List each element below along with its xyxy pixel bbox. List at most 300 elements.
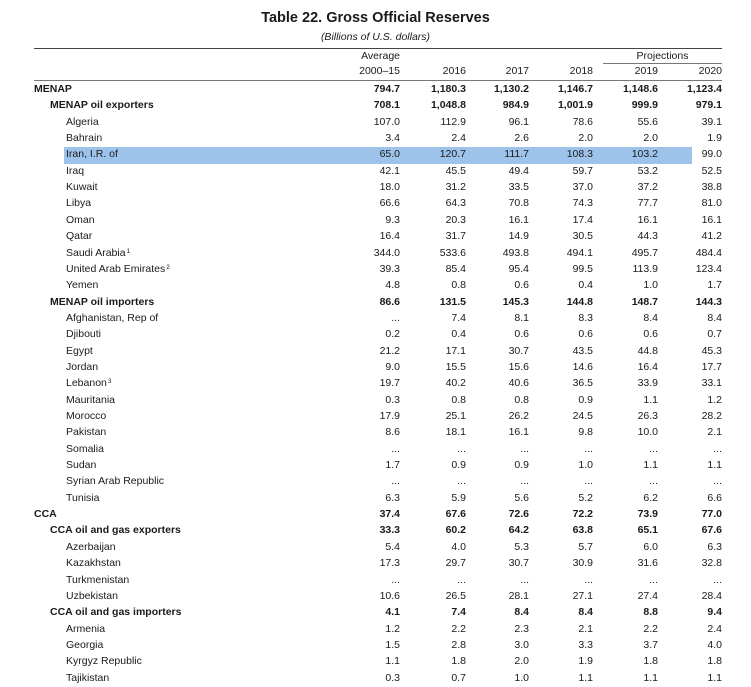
- table-row: [34, 523, 722, 539]
- cell-value: 1,180.3: [430, 83, 466, 95]
- cell-value: 67.6: [445, 508, 466, 521]
- row-label: Algeria: [66, 115, 99, 128]
- table-row: [34, 474, 722, 490]
- cell-value: 27.1: [572, 589, 593, 602]
- table-row: [34, 671, 722, 687]
- table-row: [34, 458, 722, 474]
- table-row: [34, 115, 722, 131]
- row-label: Saudi Arabia$^1$: [66, 246, 131, 259]
- cell-value: 5.4: [385, 540, 400, 553]
- cell-value: 70.8: [508, 197, 529, 210]
- cell-value: 8.4: [707, 311, 722, 324]
- row-label: Turkmenistan: [66, 573, 130, 586]
- table-row: [34, 246, 722, 262]
- row-label: Georgia: [66, 638, 104, 651]
- row-label: Syrian Arab Republic: [66, 475, 165, 488]
- row-label: Pakistan: [66, 426, 107, 439]
- row-label: Jordan: [66, 360, 99, 373]
- cell-value: ...: [391, 475, 400, 488]
- row-label: Afghanistan, Rep of: [66, 311, 159, 324]
- cell-value: 64.2: [508, 524, 529, 537]
- cell-value: 144.8: [566, 295, 593, 308]
- cell-value: 44.3: [637, 230, 658, 243]
- cell-value: 494.1: [566, 246, 593, 259]
- cell-value: 5.9: [451, 491, 466, 504]
- cell-value: 33.1: [701, 377, 722, 390]
- cell-value: 9.4: [707, 606, 722, 619]
- cell-value: 10.6: [379, 589, 400, 602]
- cell-value: 72.2: [572, 508, 593, 521]
- row-label: Uzbekistan: [66, 589, 118, 602]
- row-label: Sudan: [66, 459, 97, 472]
- cell-value: 77.0: [701, 508, 722, 521]
- cell-value: 0.8: [451, 279, 466, 292]
- cell-value: 53.2: [637, 164, 658, 177]
- cell-value: ...: [457, 573, 466, 586]
- cell-value: 16.1: [701, 213, 722, 226]
- cell-value: ...: [584, 475, 593, 488]
- cell-value: 1.9: [578, 655, 593, 668]
- cell-value: 40.6: [508, 377, 529, 390]
- cell-value: 64.3: [445, 197, 466, 210]
- row-label: Kyrgyz Republic: [66, 655, 142, 668]
- row-label: MENAP: [34, 83, 72, 95]
- cell-value: 85.4: [445, 262, 466, 275]
- cell-value: 1,148.6: [622, 83, 658, 95]
- table-row: [34, 507, 722, 523]
- cell-value: 1.2: [707, 393, 722, 406]
- cell-value: 1,048.8: [430, 99, 466, 112]
- cell-value: 38.8: [701, 181, 722, 194]
- cell-value: 18.0: [379, 181, 400, 194]
- table-row: [34, 262, 722, 278]
- table-row: [34, 589, 722, 605]
- cell-value: ...: [713, 442, 722, 455]
- header-top-rule: [34, 48, 722, 49]
- cell-value: 145.3: [502, 295, 529, 308]
- table-row: [34, 278, 722, 294]
- cell-value: 26.2: [508, 410, 529, 422]
- cell-value: 984.9: [502, 99, 529, 112]
- table-row: [34, 491, 722, 507]
- cell-value: 33.3: [379, 524, 400, 537]
- cell-value: 8.1: [514, 311, 529, 324]
- cell-value: 15.6: [508, 360, 529, 373]
- cell-value: 1.1: [643, 671, 658, 684]
- cell-value: 39.3: [379, 262, 400, 275]
- cell-value: 708.1: [373, 99, 400, 112]
- cell-value: 30.5: [572, 230, 593, 243]
- cell-value: 2.1: [578, 622, 593, 635]
- cell-value: 495.7: [631, 246, 658, 259]
- cell-value: 2.1: [707, 426, 722, 439]
- cell-value: 9.0: [385, 360, 400, 373]
- cell-value: 3.7: [643, 638, 658, 651]
- table-row: [34, 180, 722, 196]
- row-label: Kazakhstan: [66, 557, 121, 570]
- cell-value: 5.2: [578, 491, 593, 504]
- cell-value: 63.8: [572, 524, 593, 537]
- row-label: Tajikistan: [66, 671, 110, 684]
- cell-value: 21.2: [379, 344, 400, 357]
- cell-value: 1,146.7: [557, 83, 593, 95]
- cell-value: 60.2: [445, 524, 466, 537]
- cell-value: 107.0: [373, 115, 400, 128]
- cell-value: 36.5: [572, 377, 593, 390]
- cell-value: ...: [584, 573, 593, 586]
- table-row: [34, 229, 722, 245]
- column-header: 2017: [505, 65, 529, 77]
- cell-value: 123.4: [695, 262, 722, 275]
- cell-value: 18.1: [445, 426, 466, 439]
- cell-value: 0.4: [578, 279, 593, 292]
- table-row: [34, 605, 722, 621]
- cell-value: ...: [649, 475, 658, 488]
- cell-value: 1.9: [707, 132, 722, 145]
- cell-value: 37.2: [637, 181, 658, 194]
- cell-value: 112.9: [440, 115, 466, 128]
- cell-value: 2.6: [514, 132, 529, 145]
- table-row: [34, 196, 722, 212]
- cell-value: 19.7: [379, 377, 400, 390]
- table-row: [34, 311, 722, 327]
- row-label: CCA: [34, 508, 57, 521]
- cell-value: 16.4: [379, 230, 400, 243]
- row-label: CCA oil and gas exporters: [50, 524, 181, 537]
- table-row: [34, 425, 722, 441]
- cell-value: 31.6: [637, 557, 658, 570]
- cell-value: 1.8: [643, 655, 658, 668]
- row-label: Iran, I.R. of: [66, 148, 118, 161]
- cell-value: 113.9: [632, 262, 658, 275]
- cell-value: 1.5: [385, 638, 400, 651]
- cell-value: 39.1: [701, 115, 722, 128]
- cell-value: 1.1: [578, 671, 593, 684]
- cell-value: 9.8: [578, 426, 593, 439]
- row-label: Azerbaijan: [66, 540, 116, 553]
- cell-value: 42.1: [379, 164, 400, 177]
- table-row: [34, 344, 722, 360]
- cell-value: 99.0: [701, 148, 722, 161]
- cell-value: 7.4: [451, 606, 466, 619]
- row-label: United Arab Emirates$^2$: [66, 262, 170, 275]
- cell-value: 4.0: [707, 638, 722, 651]
- cell-value: 37.0: [572, 181, 593, 194]
- cell-value: 10.0: [637, 426, 658, 439]
- cell-value: 1.1: [643, 393, 658, 406]
- cell-value: 49.4: [508, 164, 529, 177]
- cell-value: 99.5: [572, 262, 593, 275]
- cell-value: 4.0: [451, 540, 466, 553]
- cell-value: 95.4: [508, 262, 529, 275]
- cell-value: 31.7: [445, 230, 466, 243]
- table-title: Table 22. Gross Official Reserves: [261, 10, 490, 26]
- cell-value: 1.0: [514, 671, 529, 684]
- table-row: [34, 98, 722, 114]
- cell-value: ...: [713, 573, 722, 586]
- cell-value: 25.1: [445, 410, 466, 422]
- row-label: CCA oil and gas importers: [50, 606, 182, 619]
- cell-value: 6.6: [707, 491, 722, 504]
- cell-value: 103.2: [631, 148, 658, 161]
- row-label: MENAP oil importers: [50, 295, 155, 308]
- footnote-marker: 3: [107, 378, 112, 386]
- cell-value: 0.6: [578, 328, 593, 341]
- cell-value: 1,123.4: [686, 83, 722, 95]
- cell-value: 8.4: [578, 606, 593, 619]
- table-row: [34, 327, 722, 343]
- cell-value: 1.7: [707, 279, 722, 292]
- table-row: [34, 376, 722, 392]
- cell-value: 16.4: [637, 360, 658, 373]
- cell-value: 1.7: [385, 459, 400, 472]
- cell-value: 8.6: [385, 426, 400, 439]
- cell-value: 1.1: [643, 459, 658, 472]
- row-label: Somalia: [66, 442, 104, 455]
- row-label: Yemen: [66, 279, 99, 292]
- projections-label: Projections: [636, 50, 689, 62]
- table-row: [34, 213, 722, 229]
- cell-value: 15.5: [445, 360, 466, 373]
- cell-value: 32.8: [701, 557, 722, 570]
- cell-value: 5.7: [578, 540, 593, 553]
- cell-value: 1,130.2: [493, 83, 529, 95]
- cell-value: ...: [713, 475, 722, 488]
- table-row: [34, 82, 722, 98]
- table-row: [34, 409, 722, 425]
- cell-value: 96.1: [508, 115, 529, 128]
- cell-value: 28.1: [508, 589, 529, 602]
- cell-value: ...: [520, 475, 529, 488]
- cell-value: ...: [649, 442, 658, 455]
- cell-value: 29.7: [445, 557, 466, 570]
- cell-value: ...: [584, 442, 593, 455]
- row-label: Armenia: [66, 622, 106, 635]
- table-row: [34, 573, 722, 589]
- cell-value: 31.2: [445, 181, 466, 194]
- cell-value: 0.7: [707, 328, 722, 341]
- cell-value: 1.8: [451, 655, 466, 668]
- cell-value: 1.8: [707, 655, 722, 668]
- cell-value: 8.4: [514, 606, 529, 619]
- cell-value: 120.7: [439, 148, 466, 161]
- cell-value: 30.9: [572, 557, 593, 570]
- cell-value: 0.9: [514, 459, 529, 472]
- column-header: 2016: [442, 65, 466, 77]
- footnote-marker: 2: [166, 263, 170, 271]
- cell-value: 27.4: [637, 589, 658, 602]
- cell-value: 59.7: [572, 164, 593, 177]
- cell-value: 5.6: [514, 491, 529, 504]
- row-label: Oman: [66, 213, 95, 226]
- cell-value: 66.6: [379, 197, 400, 210]
- row-label: Djibouti: [66, 328, 102, 341]
- column-header: 2018: [569, 65, 593, 77]
- cell-value: 2.4: [451, 132, 466, 145]
- cell-value: 1.2: [385, 622, 400, 635]
- cell-value: 17.1: [445, 344, 466, 357]
- table-row: [34, 442, 722, 458]
- cell-value: 17.9: [379, 410, 400, 422]
- row-label: Bahrain: [66, 132, 103, 145]
- cell-value: 20.3: [445, 213, 466, 226]
- cell-value: 26.5: [445, 589, 466, 602]
- table-row: [34, 638, 722, 654]
- cell-value: 74.3: [572, 197, 593, 210]
- cell-value: 33.9: [637, 377, 658, 390]
- cell-value: 65.1: [637, 524, 658, 537]
- row-label: Lebanon$^3$: [66, 377, 112, 390]
- cell-value: 144.3: [695, 295, 722, 308]
- cell-value: 33.5: [508, 181, 529, 194]
- cell-value: 9.3: [385, 213, 400, 226]
- table-row: [34, 622, 722, 638]
- cell-value: 108.3: [566, 148, 593, 161]
- cell-value: 1.1: [707, 459, 722, 472]
- cell-value: 148.7: [631, 295, 658, 308]
- cell-value: 2.0: [578, 132, 593, 145]
- cell-value: 1,001.9: [557, 99, 593, 112]
- cell-value: 344.0: [373, 246, 400, 259]
- cell-value: ...: [391, 573, 400, 586]
- cell-value: 81.0: [701, 197, 722, 210]
- cell-value: 8.4: [643, 311, 658, 324]
- row-label: Egypt: [66, 344, 93, 357]
- cell-value: 999.9: [631, 99, 658, 112]
- cell-value: 55.6: [637, 115, 658, 128]
- cell-value: 44.8: [637, 344, 658, 357]
- cell-value: 30.7: [508, 557, 529, 570]
- cell-value: 533.6: [439, 246, 466, 259]
- cell-value: 14.9: [508, 230, 529, 243]
- cell-value: 28.4: [701, 589, 722, 602]
- cell-value: 0.3: [385, 671, 400, 684]
- cell-value: 4.8: [385, 279, 400, 292]
- row-label: Iraq: [66, 164, 85, 177]
- cell-value: 3.0: [514, 638, 529, 651]
- table-row: [34, 540, 722, 556]
- cell-value: 0.6: [643, 328, 658, 341]
- cell-value: 1.0: [578, 459, 593, 472]
- cell-value: 67.6: [701, 524, 722, 537]
- row-label: Tunisia: [66, 491, 100, 504]
- cell-value: 45.3: [701, 344, 722, 357]
- column-header: 2020: [698, 65, 722, 77]
- cell-value: 41.2: [701, 230, 722, 243]
- cell-value: 493.8: [502, 246, 529, 259]
- cell-value: 2.4: [707, 622, 722, 635]
- projections-rule: [603, 63, 722, 64]
- table-row: [34, 295, 722, 311]
- cell-value: 78.6: [572, 115, 593, 128]
- cell-value: 2.0: [514, 655, 529, 668]
- cell-value: 86.6: [379, 295, 400, 308]
- cell-value: 6.2: [643, 491, 658, 504]
- cell-value: 1.1: [385, 655, 400, 668]
- row-label: Mauritania: [66, 393, 116, 406]
- table-subtitle: (Billions of U.S. dollars): [320, 31, 431, 43]
- cell-value: 77.7: [637, 197, 658, 210]
- cell-value: 3.4: [385, 132, 400, 145]
- cell-value: 52.5: [701, 164, 722, 177]
- table-row: [34, 654, 722, 670]
- average-label: Average: [361, 50, 400, 62]
- cell-value: 5.3: [514, 540, 529, 553]
- cell-value: ...: [520, 573, 529, 586]
- cell-value: 0.9: [578, 393, 593, 406]
- cell-value: 0.8: [514, 393, 529, 406]
- cell-value: 14.6: [572, 360, 593, 373]
- cell-value: 484.4: [695, 246, 722, 259]
- footnote-marker: 1: [126, 247, 131, 255]
- cell-value: 3.3: [578, 638, 593, 651]
- cell-value: 2.8: [451, 638, 466, 651]
- cell-value: 111.7: [504, 148, 529, 161]
- cell-value: 24.5: [572, 410, 593, 422]
- cell-value: 0.4: [451, 328, 466, 341]
- cell-value: 17.3: [379, 557, 400, 570]
- table-row: [34, 393, 722, 409]
- cell-value: 1.1: [707, 671, 722, 684]
- table-row: [34, 556, 722, 572]
- table-row: [34, 164, 722, 180]
- cell-value: 16.1: [637, 213, 658, 226]
- cell-value: 979.1: [695, 99, 722, 112]
- cell-value: ...: [457, 442, 466, 455]
- cell-value: 6.3: [707, 540, 722, 553]
- table-row: [34, 147, 722, 163]
- cell-value: 45.5: [445, 164, 466, 177]
- cell-value: 43.5: [572, 344, 593, 357]
- cell-value: 0.6: [514, 328, 529, 341]
- cell-value: 0.7: [451, 671, 466, 684]
- cell-value: 17.4: [572, 213, 593, 226]
- table-row: [34, 131, 722, 147]
- row-label: Libya: [66, 197, 92, 210]
- cell-value: 2.2: [643, 622, 658, 635]
- cell-value: 2.2: [451, 622, 466, 635]
- cell-value: 72.6: [508, 508, 529, 521]
- cell-value: 16.1: [508, 213, 529, 226]
- cell-value: ...: [649, 573, 658, 586]
- cell-value: 30.7: [508, 344, 529, 357]
- row-label: MENAP oil exporters: [50, 99, 154, 112]
- column-header: 2000–15: [359, 65, 400, 77]
- cell-value: 17.7: [701, 360, 722, 373]
- cell-value: 26.3: [637, 410, 658, 422]
- column-header: 2019: [634, 65, 658, 77]
- cell-value: ...: [520, 442, 529, 455]
- cell-value: 0.3: [385, 393, 400, 406]
- cell-value: 4.1: [385, 606, 400, 619]
- cell-value: 794.7: [373, 83, 400, 95]
- cell-value: ...: [391, 442, 400, 455]
- header-bottom-rule: [34, 80, 722, 81]
- cell-value: 6.0: [643, 540, 658, 553]
- cell-value: 0.6: [514, 279, 529, 292]
- cell-value: 0.2: [385, 328, 400, 341]
- cell-value: ...: [391, 311, 400, 324]
- cell-value: 8.3: [578, 311, 593, 324]
- cell-value: 40.2: [445, 377, 466, 390]
- cell-value: 37.4: [379, 508, 400, 521]
- cell-value: 7.4: [451, 311, 466, 324]
- cell-value: 0.8: [451, 393, 466, 406]
- cell-value: 6.3: [385, 491, 400, 504]
- cell-value: 28.2: [701, 410, 722, 422]
- cell-value: 2.0: [643, 132, 658, 145]
- cell-value: 1.0: [643, 279, 658, 292]
